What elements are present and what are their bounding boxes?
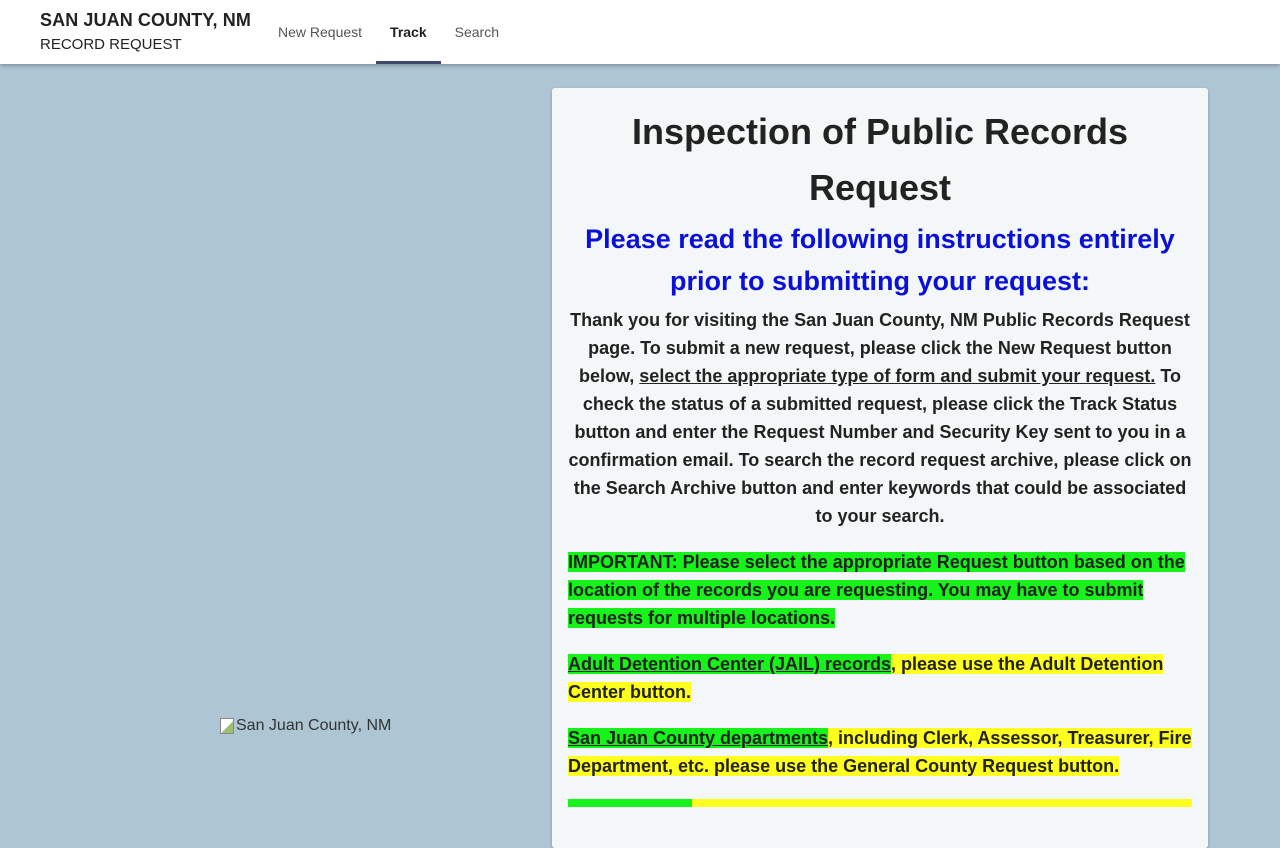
important-note <box>568 548 1192 632</box>
instructions-heading: Please read the following instructions entirely prior to submitting your request: <box>585 224 1175 296</box>
tab-search[interactable]: Search <box>454 24 499 40</box>
tab-new-request[interactable]: New Request <box>278 24 363 40</box>
county-departments-link[interactable]: San Juan County departments <box>568 728 829 748</box>
departments-note <box>568 724 1192 780</box>
intro-paragraph <box>568 306 1192 530</box>
next-note-highlight <box>568 799 1192 807</box>
broken-image-icon <box>220 718 234 734</box>
instructions-card <box>552 88 1208 848</box>
logo-alt-text: San Juan County, NM <box>236 717 392 734</box>
brand[interactable] <box>40 9 251 57</box>
departments-note-text: , including Clerk, Assessor, Treasurer, Fire Department, etc. please use the General County Request button. <box>568 728 1192 776</box>
brand-title: SAN JUAN COUNTY, NM <box>40 10 251 30</box>
intro-underlined-text: select the appropriate type of form and submit your request. <box>639 366 1156 386</box>
tab-track[interactable]: Track <box>376 0 441 64</box>
important-text: IMPORTANT: Please select the appropriate Request button based on the location of the records you are requesting. You may have to submit requests for multiple locations. <box>568 552 1185 628</box>
county-logo <box>220 717 391 735</box>
next-note-yellow-highlight <box>692 799 1192 807</box>
intro-text-1: Thank you for visiting the San Juan County, NM Public Records Request page. To submit a new request, please click the New Request button below, <box>570 310 1190 386</box>
jail-records-link[interactable]: Adult Detention Center (JAIL) records <box>568 654 892 674</box>
next-note-green-highlight <box>568 799 692 807</box>
brand-subtitle: RECORD REQUEST <box>40 36 182 53</box>
top-app-bar <box>0 0 1280 64</box>
nav-tabs <box>264 0 513 64</box>
intro-text-2: To check the status of a submitted request, please click the Track Status button and enter the Request Number and Security Key sent to you in a confirmation email. To search the record request archive, please click on the Search Archive button and enter keywords that could be associated to your search. <box>568 366 1192 526</box>
jail-note <box>568 650 1192 706</box>
jail-note-text: , please use the Adult Detention Center button. <box>568 654 1164 702</box>
page-title: Inspection of Public Records Request <box>631 111 1129 208</box>
